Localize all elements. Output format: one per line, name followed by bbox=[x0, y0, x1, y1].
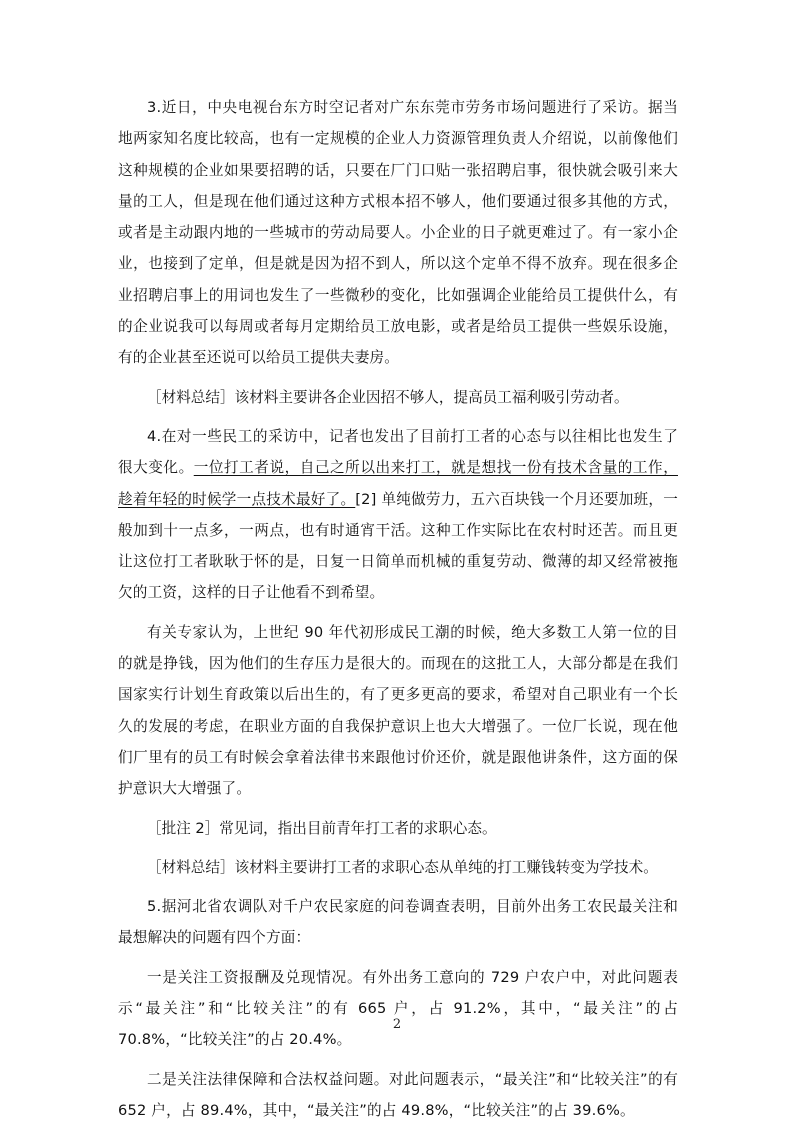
paragraph-expert: 有关专家认为，上世纪 90 年代初形成民工潮的时候，绝大多数工人第一位的目的就是挣钱，因为他们的生存压力是很大的。而现在的这批工人，大部分都是在我们国家实行计划生育政策以后出生的，有了更多更高的要求，希望对自己职业有一个长久的发展的考虑，在职业方面的自我保护意识上也大大增强了。一位厂长说，现在他们厂里有的员工有时候会拿着法律书来跟他讨价还价，就是跟他讲条件，这方面的保护意识大大增强了。 bbox=[118, 623, 678, 798]
material-summary-2: ［材料总结］该材料主要讲打工者的求职心态从单纯的打工赚钱转变为学技术。 bbox=[147, 858, 658, 876]
paragraph-5: 5.据河北省农调队对千户农民家庭的问卷调查表明，目前外出务工农民最关注和最想解决的问题有四个方面： bbox=[118, 898, 678, 947]
paragraph-point-one: 一是关注工资报酬及兑现情况。有外出务工意向的 729 户农户中，对此问题表示“最关注”和“比较关注”的有 665 户，占 91.2%，其中，“最关注”的占 70.8%，“比较关注”的占 20.4%。 bbox=[118, 968, 678, 1049]
paragraph-4-intro: 4.在对一些民工的采访中，记者也发出了目前打工者的心态与以往相比也发生了很大变化。 bbox=[118, 427, 678, 477]
paragraph-4-rest: [2] 单纯做劳力，五六百块钱一个月还要加班，一般加到十一点多，一两点，也有时通宵干活。这种工作实际比在农村时还苦。而且更让这位打工者耿耿于怀的是，日复一日简单而机械的重复劳动、微薄的却又经常被拖欠的工资，这样的日子让他看不到希望。 bbox=[118, 490, 678, 602]
page-number: 2 bbox=[392, 1017, 402, 1032]
paragraph-3: 3.近日，中央电视台东方时空记者对广东东莞市劳务市场问题进行了采访。据当地两家知名度比较高，也有一定规模的企业人力资源管理负责人介绍说，以前像他们这种规模的企业如果要招聘的话，只要在厂门口贴一张招聘启事，很快就会吸引来大量的工人，但是现在他们通过这种方式根本招不够人，他们要通过很多其他的方式，或者是主动跟内地的一些城市的劳动局要人。小企业的日子就更难过了。有一家小企业，也接到了定单，但是就是因为招不到人，所以这个定单不得不放弃。现在很多企业招聘启事上的用词也发生了一些微秒的变化，比如强调企业能给员工提供什么，有的企业说我可以每周或者每月定期给员工放电影，或者是给员工提供一些娱乐设施，有的企业甚至还说可以给员工提供夫妻房。 bbox=[118, 99, 678, 367]
underlined-quote: 一位打工者说，自己之所以出来打工，就是想找一份有技术含量的工作，趁着年轻的时候学一点技术最好了。 bbox=[118, 459, 678, 508]
material-summary-1: ［材料总结］该材料主要讲各企业因招不够人，提高员工福利吸引劳动者。 bbox=[147, 388, 629, 406]
page-body bbox=[118, 92, 678, 1126]
comment-2: ［批注 2］常见词，指出目前青年打工者的求职心态。 bbox=[147, 819, 497, 837]
paragraph-4 bbox=[118, 421, 678, 609]
paragraph-point-two: 二是关注法律保障和合法权益问题。对此问题表示，“最关注”和“比较关注”的有 652 户，占 89.4%，其中，“最关注”的占 49.8%，“比较关注”的占 39.6%。 bbox=[118, 1070, 678, 1119]
